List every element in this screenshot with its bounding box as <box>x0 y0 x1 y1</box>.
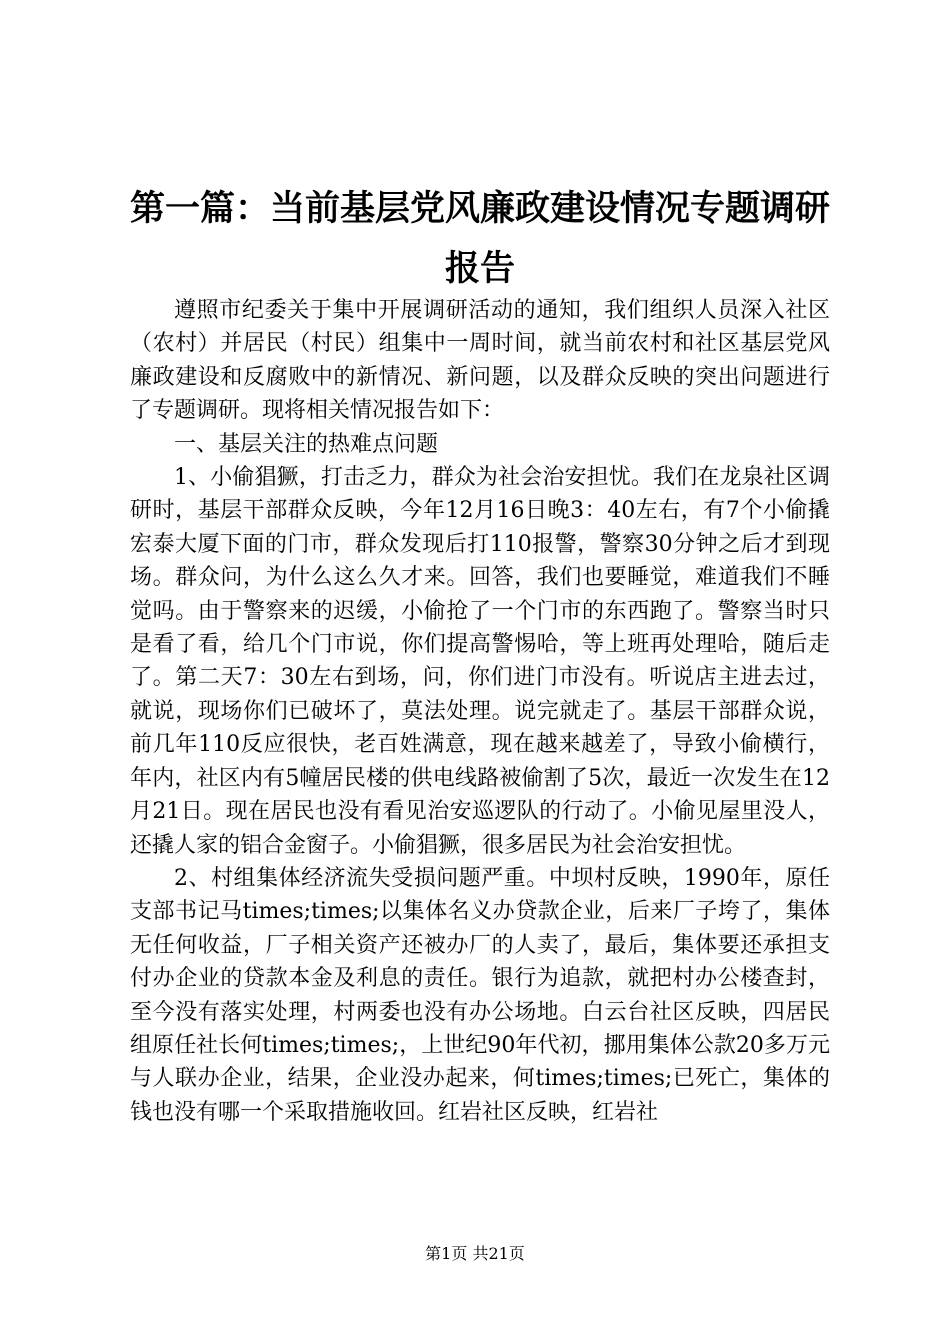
paragraph-item-2: 2、村组集体经济流失受损问题严重。中坝村反映，1990年，原任支部书记马times;times;以集体名义办贷款企业，后来厂子垮了，集体无任何收益，厂子相关资产还被办厂的人卖了，最后，集体要还承担支付办企业的贷款本金及利息的责任。银行为追款，就把村办公楼查封，至今没有落实处理，村两委也没有办公场地。白云台社区反映，四居民组原任社长何times;times;，上世纪90年代初，挪用集体公款20多万元与人联办企业，结果，企业没办起来，何times;times;已死亡，集体的钱也没有哪一个采取措施收回。红岩社区反映，红岩社 <box>130 865 830 1125</box>
page-footer: 第1页 共21页 <box>425 1244 525 1263</box>
section-heading: 一、基层关注的热难点问题 <box>174 431 439 457</box>
page-title: 第一篇：当前基层党风廉政建设情况专题调研 <box>129 188 830 229</box>
page-title-continued: 报告 <box>444 248 515 289</box>
intro-paragraph: 遵照市纪委关于集中开展调研活动的通知，我们组织人员深入社区（农村）并居民（村民）组集中一周时间，就当前农村和社区基层党风廉政建设和反腐败中的新情况、新问题，以及群众反映的突出问题进行了专题调研。现将相关情况报告如下： <box>130 298 830 424</box>
paragraph-item-1: 1、小偷猖獗，打击乏力，群众为社会治安担忧。我们在龙泉社区调研时，基层干部群众反映，今年12月16日晚3：40左右，有7个小偷撬宏泰大厦下面的门市，群众发现后打110报警，警察30分钟之后才到现场。群众问，为什么这么久才来。回答，我们也要睡觉，难道我们不睡觉吗。由于警察来的迟缓，小偷抢了一个门市的东西跑了。警察当时只是看了看，给几个门市说，你们提高警惕哈，等上班再处理哈，随后走了。第二天7：30左右到场，问，你们进门市没有。听说店主进去过，就说，现场你们已破坏了，莫法处理。说完就走了。基层干部群众说，前几年110反应很快，老百姓满意，现在越来越差了，导致小偷横行，年内，社区内有5幢居民楼的供电线路被偷割了5次，最近一次发生在12月21日。现在居民也没有看见治安巡逻队的行动了。小偷见屋里没人，还撬人家的铝合金窗子。小偷猖獗，很多居民为社会治安担忧。 <box>130 465 830 858</box>
document-body <box>130 294 830 1129</box>
